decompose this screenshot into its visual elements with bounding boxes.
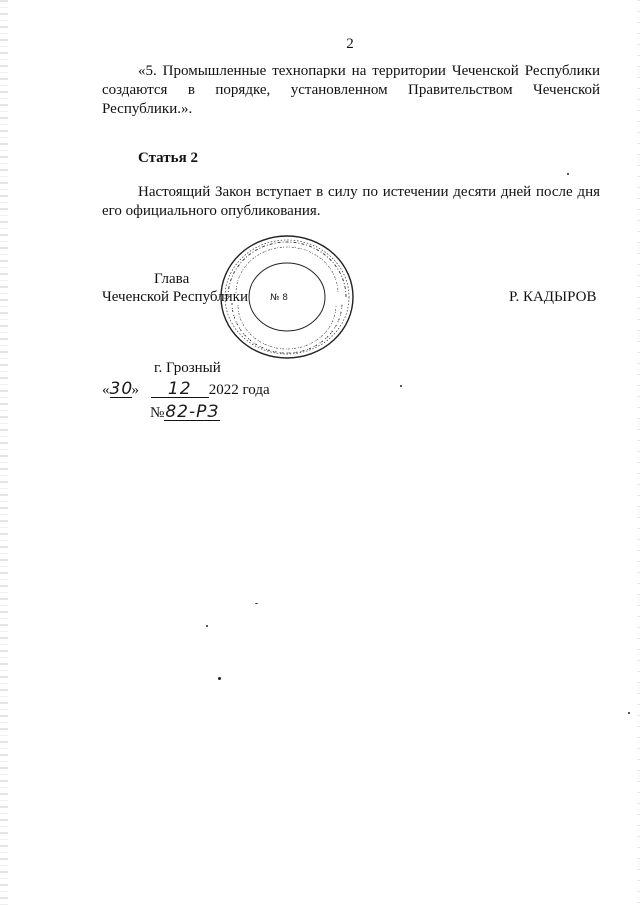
article1-line-3: Республики.». [102, 101, 193, 117]
date-year: 2022 года [208, 382, 270, 398]
article2-paragraph [102, 183, 600, 221]
scan-speck [206, 625, 208, 627]
scan-speck [628, 712, 630, 714]
number-sign: № [150, 405, 165, 421]
scan-speck [567, 173, 569, 175]
seal-number: № 8 [270, 293, 288, 303]
signing-date [102, 381, 270, 399]
article2-line-1: Настоящий Закон вступает в силу по истечении десяти дней после дня [138, 184, 600, 200]
law-number [150, 404, 220, 422]
scan-speck [218, 677, 221, 680]
page-number: 2 [346, 36, 354, 52]
signatory-title-line1: Глава [154, 271, 190, 287]
article1-closing-paragraph [102, 62, 600, 119]
article2-line-2: его официального опубликования. [102, 203, 321, 219]
date-day-handwritten: 30 [109, 379, 134, 399]
article2-heading: Статья 2 [138, 150, 198, 166]
article1-line-1: «5. Промышленные технопарки на территории Чеченской Республики [138, 63, 600, 79]
signatory-name: Р. КАДЫРОВ [509, 289, 597, 305]
date-month-handwritten: 12 [151, 381, 209, 398]
scan-left-edge [0, 0, 8, 905]
date-open-quote: « [102, 382, 110, 398]
article1-line-2: создаются в порядке, установленном Правительством Чеченской [102, 82, 600, 98]
scan-speck [255, 603, 258, 604]
law-number-handwritten: 82-РЗ [165, 402, 220, 422]
signatory-title-line2: Чеченской Республики [102, 289, 248, 305]
scan-speck [400, 385, 402, 387]
city-label: г. Грозный [154, 360, 221, 376]
date-close-quote: » [131, 382, 139, 398]
